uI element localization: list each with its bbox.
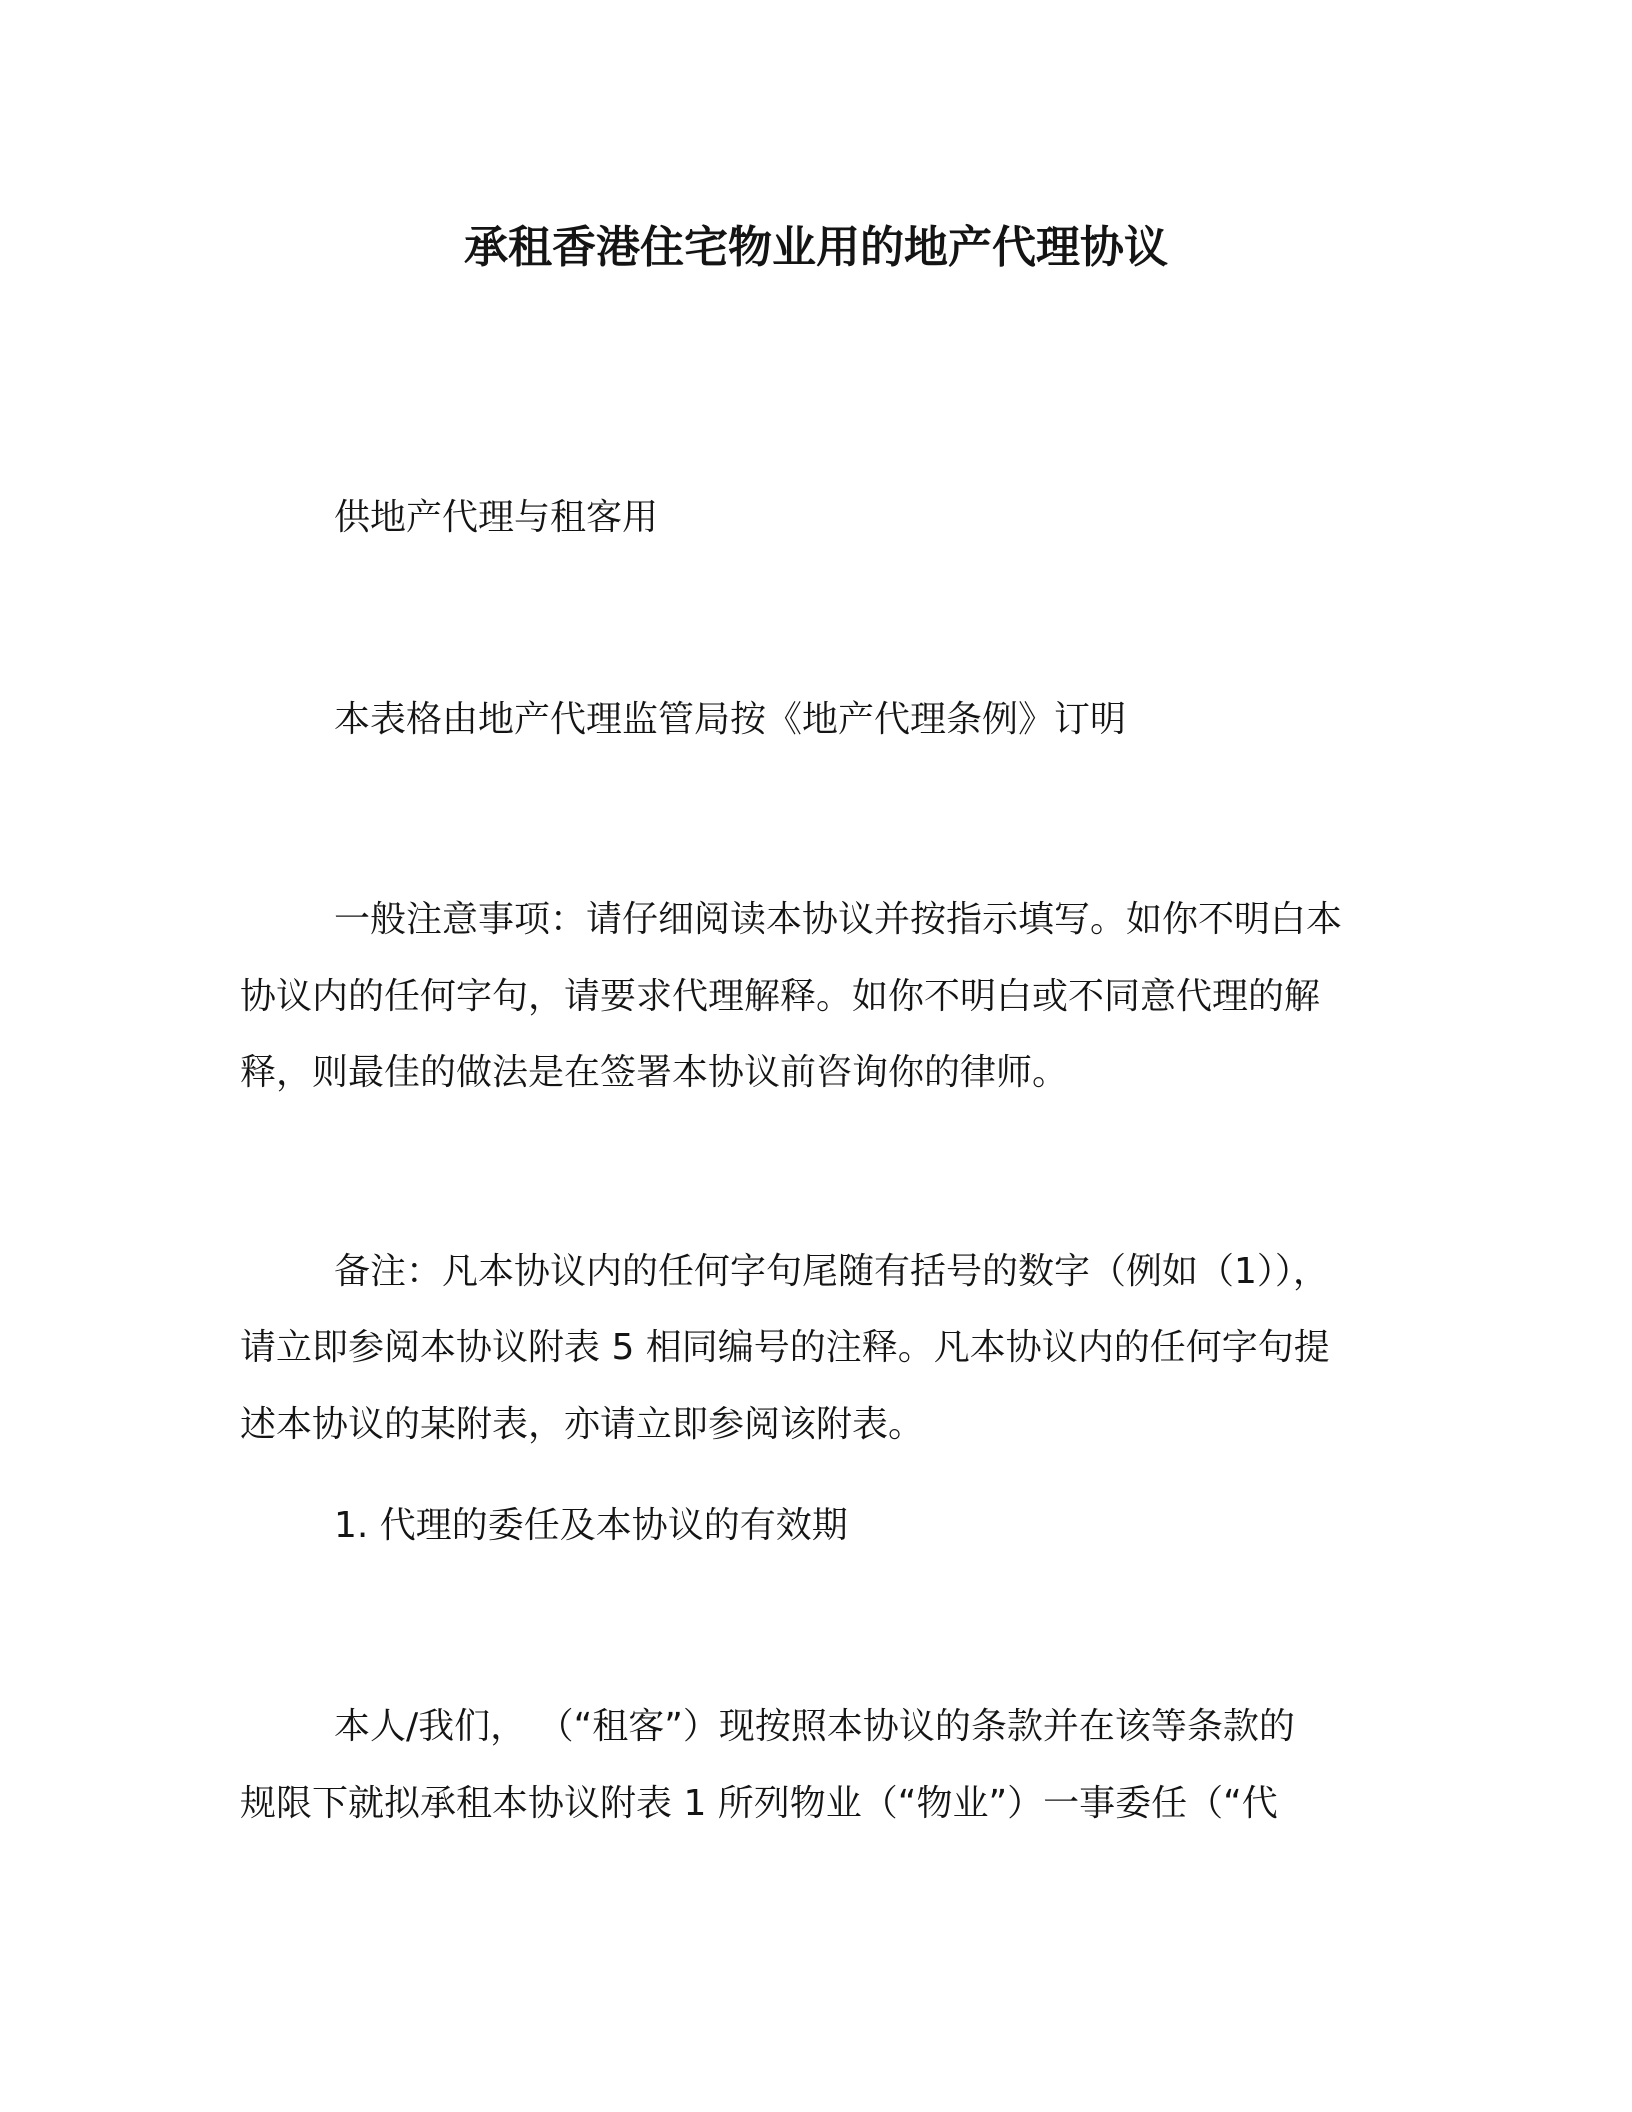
notice-line: 释，则最佳的做法是在签署本协议前咨询你的律师。 xyxy=(240,1052,1069,1093)
notice-line: 协议内的任何字句，请要求代理解释。如你不明白或不同意代理的解 xyxy=(240,976,1321,1017)
document-subtitle: 供地产代理与租客用 xyxy=(334,497,659,538)
section-body-line: 本人/我们， （“租客”）现按照本协议的条款并在该等条款的 xyxy=(334,1706,1295,1747)
notice-line: 一般注意事项：请仔细阅读本协议并按指示填写。如你不明白本 xyxy=(334,899,1343,940)
remark-line: 述本协议的某附表，亦请立即参阅该附表。 xyxy=(240,1404,925,1445)
remark-line: 请立即参阅本协议附表 5 相同编号的注释。凡本协议内的任何字句提 xyxy=(240,1327,1330,1368)
issuer-statement: 本表格由地产代理监管局按《地产代理条例》订明 xyxy=(334,699,1127,740)
section-heading: 1. 代理的委任及本协议的有效期 xyxy=(334,1505,848,1546)
section-body-line: 规限下就拟承租本协议附表 1 所列物业（“物业”）一事委任（“代 xyxy=(240,1783,1278,1824)
remark-line: 备注：凡本协议内的任何字句尾随有括号的数字（例如（1））， xyxy=(334,1251,1329,1292)
document-title: 承租香港住宅物业用的地产代理协议 xyxy=(464,222,1168,273)
